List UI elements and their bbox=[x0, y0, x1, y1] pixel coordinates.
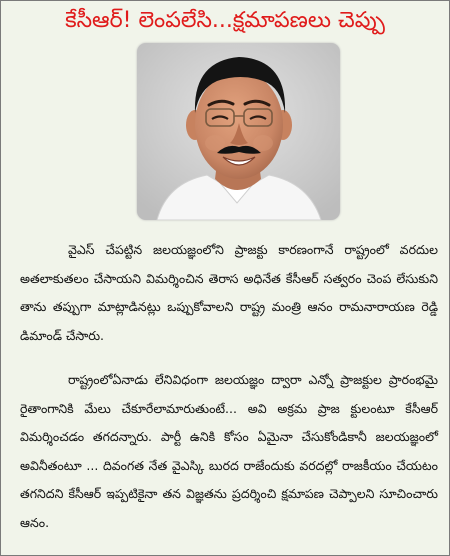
article-paragraph-1: వైఎస్ చేపట్టిన జలయజ్ఞంలోని ప్రాజక్టు కారణంగానే రాష్ట్రంలో వరదుల అతలాకుతలం చేసాయని విమర్శించిన తెరాస అధినేత కేసీఆర్ సత్వరం చెంప లేసుకుని తాను తప్పుగా మాట్లాడినట్లు ఒప్పుకోవాలని రాష్ట్ర మంత్రి ఆనం రామనారాయణ రెడ్డి డిమాండ్ చేసారు. bbox=[20, 242, 438, 343]
headline: కేసీఆర్! లెంపలేసి...క్షమాపణలు చెప్పు bbox=[65, 8, 385, 33]
portrait-image bbox=[137, 43, 340, 220]
article-paragraph-2: రాష్ట్రంలోఏనాడు లేనివిధంగా జలయజ్ఞం ద్వారా ఎన్నో ప్రాజక్టుల ప్రారంభమై రైతాంగానికి మేలు చేకూరేలామారుతుంటే... అవి అక్రమ ప్రాజ క్టులంటూ కేసీఆర్ విమర్శించడం తగదన్నారు. పార్టీ ఉనికి కోసం ఏమైనా చేసుకోండికానీ జలయజ్ఞంలో అవినీతంటూ ... దివంగత నేత వైఎస్కి బురద రాజేందుకు వరదల్లో రాజకీయం చేయటం తగనిదని కేసీఆర్ ఇప్పటికైనా తన విజ్ఞతను ప్రదర్శించి క్షమాపణ చెప్పాలని సూచించారు ఆనం. bbox=[20, 372, 438, 530]
portrait-photo bbox=[137, 43, 340, 220]
